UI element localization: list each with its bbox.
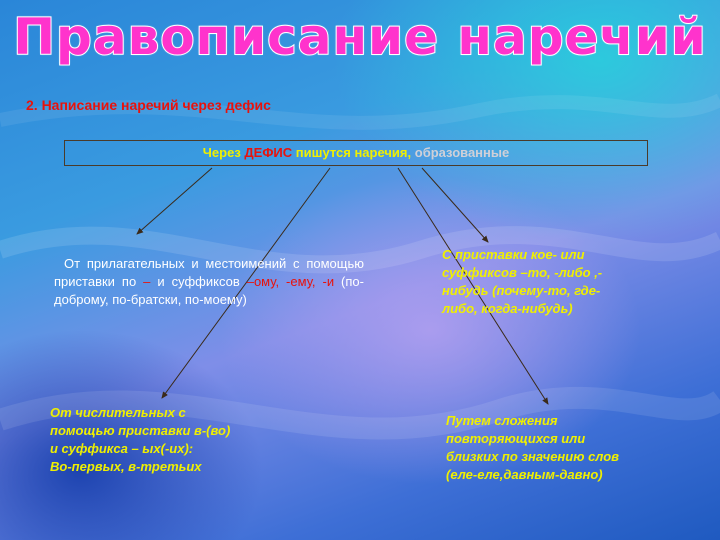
branch-line: нибудь (почему-то, где- xyxy=(442,283,601,298)
branch-line: (еле-еле,давным-давно) xyxy=(446,467,603,482)
branch-adjectives xyxy=(54,255,364,309)
branch-line: повторяющихся или xyxy=(446,431,586,446)
branch-line: Путем сложения xyxy=(446,413,558,428)
branch-dash: – xyxy=(143,274,151,289)
arrow-to-adjectives xyxy=(137,168,212,234)
branch-line: С приставки кое- или xyxy=(442,247,585,262)
branch-line: Во-первых, в-третьих xyxy=(50,459,202,474)
branch-line: и суффикса – ых(-их): xyxy=(50,441,194,456)
slide-title: Правописание наречий xyxy=(13,8,707,66)
section-subtitle: 2. Написание наречий через дефис xyxy=(26,97,271,113)
branch-text: и суффиксов xyxy=(150,274,247,289)
branch-text: (по-доброму, по-братски, по-моему) xyxy=(54,274,364,307)
branch-line: От числительных с xyxy=(50,405,186,420)
branch-text: От прилагательных и местоимений с помощью приставки по xyxy=(54,256,364,289)
branch-numerals xyxy=(50,404,280,476)
definition-part: Через xyxy=(202,145,245,160)
branch-line: помощью приставки в-(во) xyxy=(50,423,231,438)
definition-part: пишутся наречия, xyxy=(292,145,415,160)
branch-line: близких по значению слов xyxy=(446,449,620,464)
branch-suffixes: –ому, -ему, -и xyxy=(246,274,335,289)
branch-repeat xyxy=(446,412,676,484)
branch-line: либо, когда-нибудь) xyxy=(442,301,573,316)
definition-keyword: ДЕФИС xyxy=(244,145,293,160)
arrow-to-prefix-koe xyxy=(422,168,488,242)
definition-part: образованные xyxy=(414,145,510,160)
branch-prefix-koe xyxy=(442,246,652,318)
branch-line: суффиксов –то, -либо ,- xyxy=(442,265,603,280)
